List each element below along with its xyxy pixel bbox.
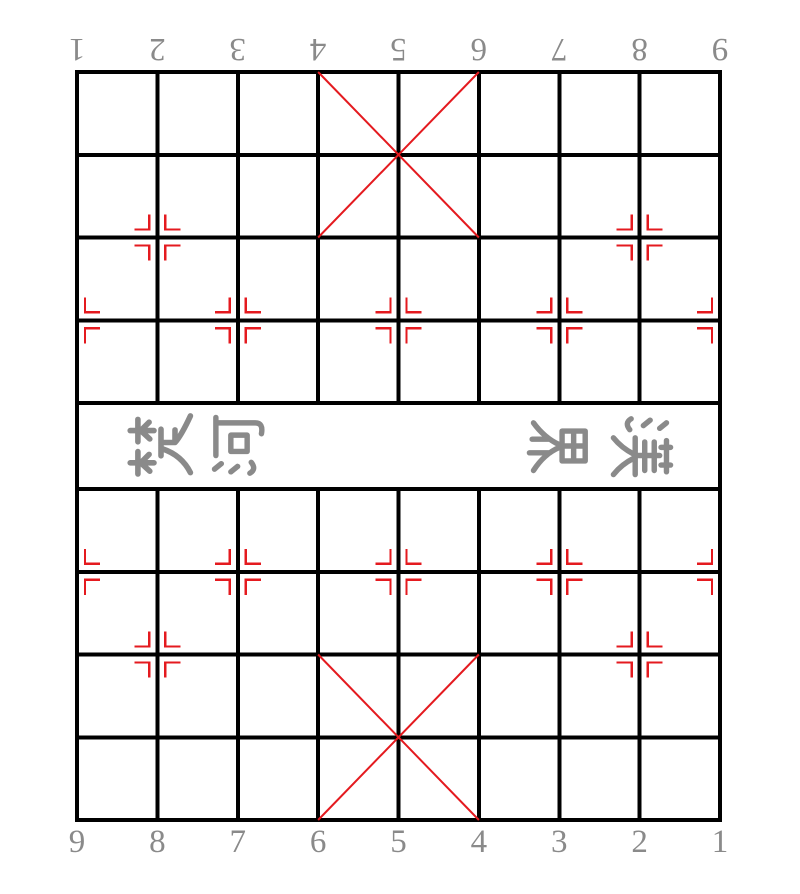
bottom-file-label-3: 3 xyxy=(551,824,568,860)
top-file-labels xyxy=(69,31,729,67)
bottom-file-label-1: 1 xyxy=(711,824,729,860)
bottom-file-label-2: 2 xyxy=(631,824,648,860)
river-char-he xyxy=(215,417,262,473)
river-text-left xyxy=(130,416,262,474)
bottom-file-label-4: 4 xyxy=(470,824,488,860)
bottom-file-label-5: 5 xyxy=(390,824,407,860)
top-file-label-2: 2 xyxy=(149,31,166,67)
top-file-label-1: 1 xyxy=(68,31,86,67)
bottom-file-label-6: 6 xyxy=(309,824,327,860)
bottom-file-label-7: 7 xyxy=(229,824,246,860)
top-file-label-8: 8 xyxy=(631,31,648,67)
top-file-label-9: 9 xyxy=(711,31,729,67)
river-char-chu xyxy=(130,416,190,474)
top-file-label-5: 5 xyxy=(390,31,407,67)
top-file-label-4: 4 xyxy=(309,31,327,67)
top-file-label-7: 7 xyxy=(551,31,568,67)
river-char-han xyxy=(613,419,670,475)
river-char-jie xyxy=(529,423,585,471)
bottom-file-label-9: 9 xyxy=(68,824,86,860)
river-label xyxy=(130,416,670,475)
top-file-label-3: 3 xyxy=(229,31,246,67)
top-file-label-6: 6 xyxy=(470,31,488,67)
bottom-file-labels xyxy=(69,824,729,860)
bottom-file-label-8: 8 xyxy=(149,824,166,860)
river-text-right xyxy=(529,419,670,475)
